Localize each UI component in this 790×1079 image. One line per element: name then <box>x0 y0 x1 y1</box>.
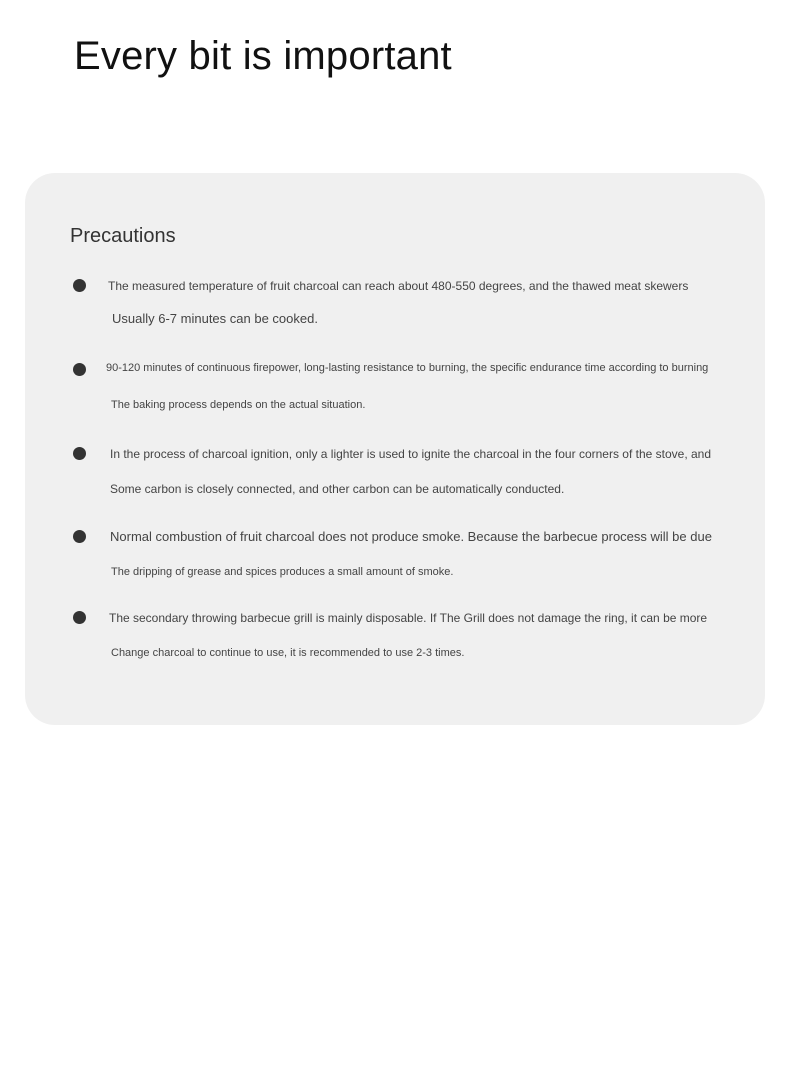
precautions-title: Precautions <box>70 225 176 247</box>
bullet-dot-icon <box>73 530 86 543</box>
precaution-line-1: In the process of charcoal ignition, only a lighter is used to ignite the charcoal in the four corners of the stove, and <box>110 447 712 461</box>
precaution-line-2: The baking process depends on the actual situation. <box>111 399 366 411</box>
precaution-line-1: The secondary throwing barbecue grill is mainly disposable. If The Grill does not damage the ring, it can be more <box>109 611 708 625</box>
bullet-dot-icon <box>73 363 86 376</box>
page-headline: Every bit is important <box>74 34 452 78</box>
precaution-line-1: 90-120 minutes of continuous firepower, long-lasting resistance to burning, the specific endurance time according to burning <box>106 362 709 374</box>
precaution-line-1: Normal combustion of fruit charcoal does not produce smoke. Because the barbecue process will be due <box>110 529 712 544</box>
precaution-line-2: Change charcoal to continue to use, it is recommended to use 2-3 times. <box>111 647 465 659</box>
precaution-line-2: Usually 6-7 minutes can be cooked. <box>112 311 318 326</box>
precautions-card <box>25 173 765 725</box>
precaution-line-2: Some carbon is closely connected, and other carbon can be automatically conducted. <box>110 482 565 496</box>
bullet-dot-icon <box>73 447 86 460</box>
bullet-dot-icon <box>73 279 86 292</box>
precaution-line-1: The measured temperature of fruit charcoal can reach about 480-550 degrees, and the thawed meat skewers <box>108 279 689 293</box>
bullet-dot-icon <box>73 611 86 624</box>
precaution-line-2: The dripping of grease and spices produces a small amount of smoke. <box>111 566 454 578</box>
